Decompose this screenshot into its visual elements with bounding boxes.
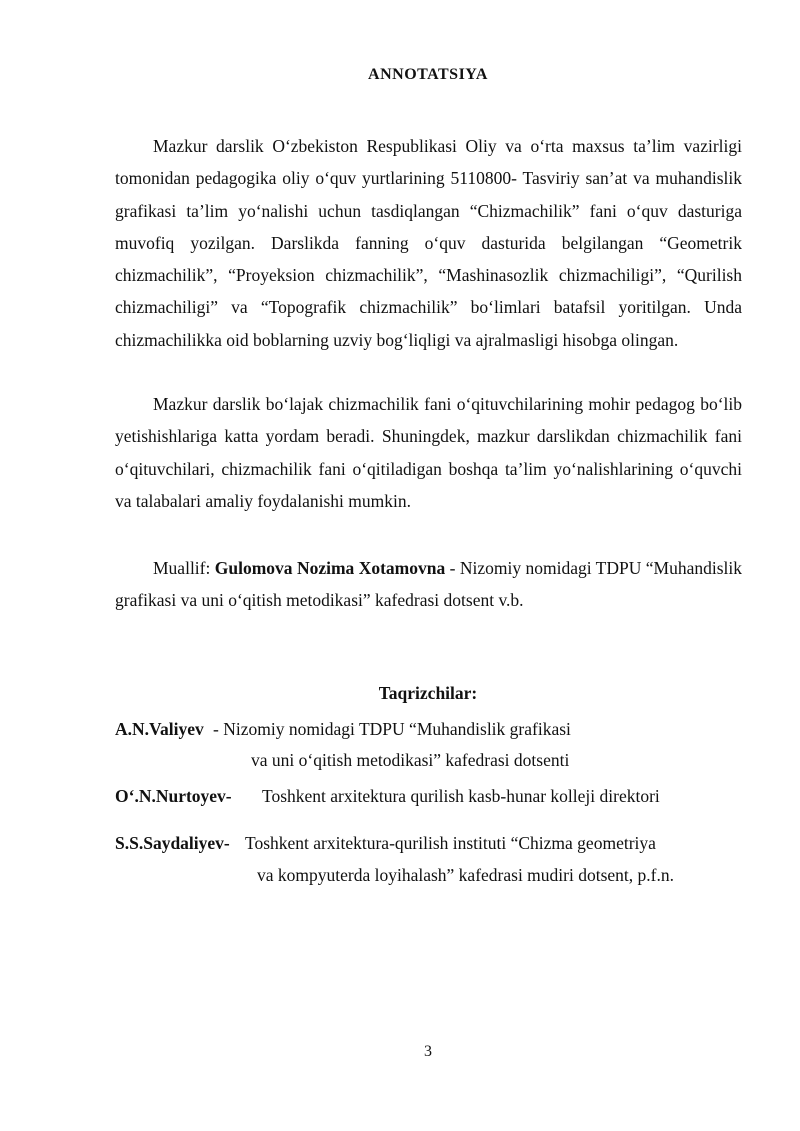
reviewer-2-name: O‘.N.Nurtoyev- bbox=[115, 786, 232, 806]
annotation-paragraph-2: Mazkur darslik bo‘lajak chizmachilik fani o‘qituvchilarining mohir pedagog bo‘lib yetishishlariga katta yordam beradi. Shuningdek, mazkur darslikdan chizmachilik fani o‘qituvchilari, chizmachilik fani o‘qitiladigan boshqa ta’lim yo‘nalishlarining o‘quvchi va talabalari amaliy foydalanishi mumkin. bbox=[115, 394, 742, 511]
reviewer-1-name: A.N.Valiyev bbox=[115, 719, 204, 739]
page-title: ANNOTATSIYA bbox=[368, 66, 488, 83]
page-number: 3 bbox=[424, 1043, 432, 1060]
reviewer-2-line-1: Toshkent arxitektura qurilish kasb-hunar kolleji direktori bbox=[262, 786, 660, 806]
author-description: - Nizomiy nomidagi TDPU “Muhandislik grafikasi va uni o‘qitish metodikasi” kafedrasi dotsent v.b. bbox=[115, 558, 743, 611]
reviewer-1-line-1: - Nizomiy nomidagi TDPU “Muhandislik grafikasi bbox=[213, 719, 571, 739]
author-paragraph bbox=[115, 552, 742, 617]
reviewer-3-line-2: va kompyuterda loyihalash” kafedrasi mudiri dotsent, p.f.n. bbox=[257, 865, 674, 885]
author-prefix: Muallif: bbox=[153, 558, 211, 578]
reviewer-3-name: S.S.Saydaliyev- bbox=[115, 833, 230, 853]
reviewer-3-line-1: Toshkent arxitektura-qurilish instituti “Chizma geometriya bbox=[245, 833, 656, 853]
annotation-paragraph-1: Mazkur darslik O‘zbekiston Respublikasi Oliy va o‘rta maxsus ta’lim vazirligi tomonidan pedagogika oliy o‘quv yurtlarining 5110800- Tasviriy san’at va muhandislik grafikasi ta’lim yo‘nalishi uchun tasdiqlangan “Chizmachilik” fani o‘quv dasturiga muvofiq yozilgan. Darslikda fanning o‘quv dasturida belgilangan “Geometrik chizmachilik”, “Proyeksion chizmachilik”, “Mashinasozlik chizmachiligi”, “Qurilish chizmachiligi” va “Topografik chizmachilik” bo‘limlari batafsil yoritilgan. Unda chizmachilikka oid boblarning uzviy bog‘liqligi va ajralmasligi hisobga olingan. bbox=[115, 136, 742, 350]
reviewer-1-line-2: va uni o‘qitish metodikasi” kafedrasi dotsenti bbox=[251, 750, 570, 770]
reviewers-heading: Taqrizchilar: bbox=[378, 683, 478, 703]
author-name: Gulomova Nozima Xotamovna bbox=[214, 558, 446, 578]
